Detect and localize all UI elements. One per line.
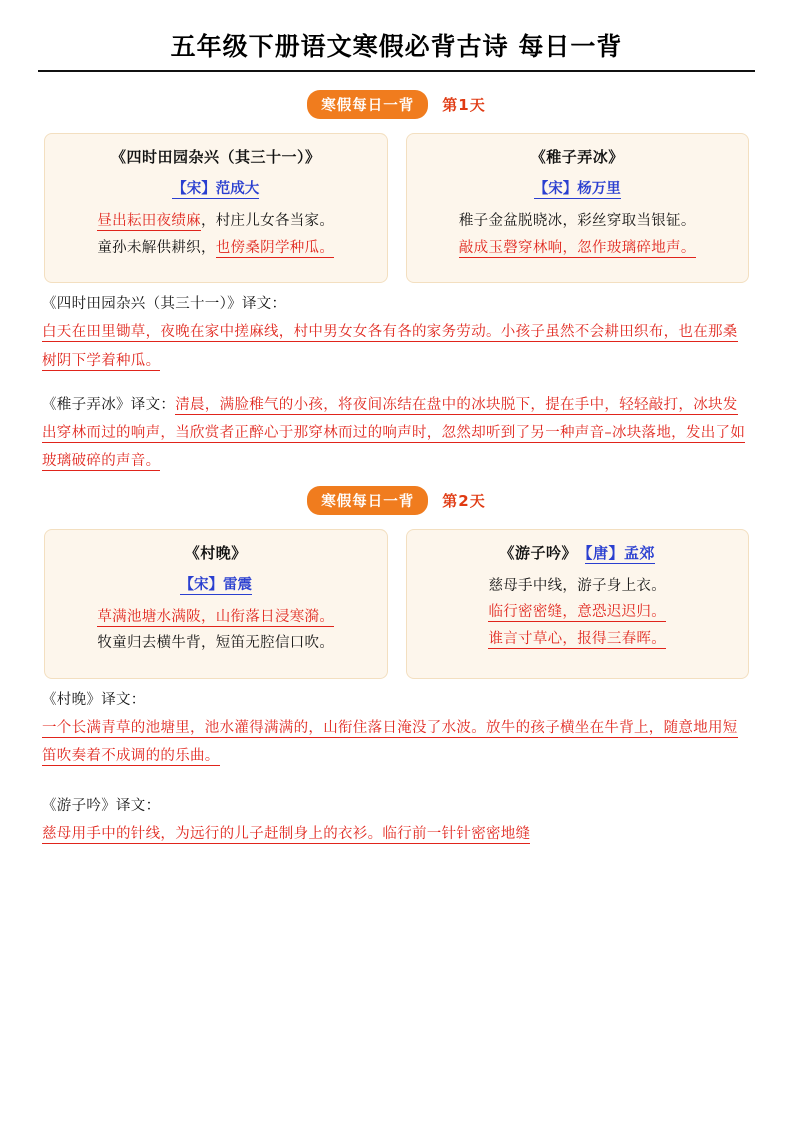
page-title: 五年级下册语文寒假必背古诗 每日一背 [170, 32, 623, 61]
translation-heading: 《四时田园杂兴（其三十一）》译文： [42, 295, 287, 312]
poem-line: 谁言寸草心，报得三春晖。 [488, 631, 667, 648]
translation-heading: 《游子吟》译文： [42, 797, 161, 814]
poem-title: 《四时田园杂兴（其三十一）》 [110, 147, 321, 166]
poem-line: 草满池塘水满陂，山衔落日浸寒漪。 [97, 608, 335, 625]
day-banner-1 [38, 90, 755, 119]
day-banner-2 [38, 486, 755, 515]
poem-line: 临行密密缝，意恐迟迟归。 [488, 604, 667, 621]
poem-card [406, 529, 750, 679]
translation-block [42, 291, 751, 375]
poem-line: 稚子金盆脱晓冰，彩丝穿取当银钲。 [458, 212, 696, 229]
translation-text: 一个长满青草的池塘里，池水灌得满满的，山衔住落日淹没了水波。放牛的孩子横坐在牛背上，随意地用短笛吹奏着不成调的的乐曲。 [42, 720, 738, 765]
translation-text: 白天在田里锄草，夜晚在家中搓麻线，村中男女女各有各的家务劳动。小孩子虽然不会耕田织布，也在那桑树阴下学着种瓜。 [42, 324, 738, 369]
poem-cards-day-1 [44, 133, 749, 283]
poem-author: 【宋】雷震 [179, 576, 252, 593]
poem-author: 【宋】范成大 [172, 180, 260, 197]
translation-block [42, 391, 751, 476]
poem-card [406, 133, 750, 283]
poem-card [44, 133, 388, 283]
translation-block [42, 687, 751, 771]
poem-line: 昼出耘田夜绩麻，村庄儿女各当家。 [97, 212, 335, 229]
poem-title: 《村晚》 [184, 543, 247, 562]
translation-heading: 《村晚》译文： [42, 691, 146, 708]
day-banner-tag: 寒假每日一背 [307, 486, 428, 515]
poem-author: 【宋】杨万里 [533, 180, 621, 197]
poem-cards-day-2 [44, 529, 749, 679]
day-banner-label: 第1天 [442, 95, 486, 114]
translation-block [42, 793, 751, 849]
poem-card [44, 529, 388, 679]
poem-line: 慈母手中线，游子身上衣。 [488, 577, 667, 594]
page-title-section [38, 30, 755, 72]
day-banner-label: 第2天 [442, 491, 486, 510]
poem-line: 敲成玉磬穿林响，忽作玻璃碎地声。 [458, 239, 696, 256]
poem-line: 牧童归去横牛背，短笛无腔信口吹。 [97, 635, 335, 652]
translation-text: 慈母用手中的针线，为远行的儿子赶制身上的衣衫。临行前一针针密密地缝 [42, 826, 531, 843]
poem-title: 《游子吟》 【唐】孟郊 [499, 543, 656, 562]
poem-author: 【唐】孟郊 [585, 543, 656, 562]
poem-line: 童孙未解供耕织，也傍桑阴学种瓜。 [97, 239, 335, 256]
translation-inline: 《稚子弄冰》译文：清晨，满脸稚气的小孩，将夜间冻结在盘中的冰块脱下，提在手中，轻轻敲打，冰块发出穿林而过的响声，当欣赏者正醉心于那穿林而过的响声时，忽然却听到了另一种声音–冰块落地，发出了如玻璃破碎的声音。 [42, 396, 746, 470]
day-banner-tag: 寒假每日一背 [307, 90, 428, 119]
poem-title: 《稚子弄冰》 [530, 147, 624, 166]
